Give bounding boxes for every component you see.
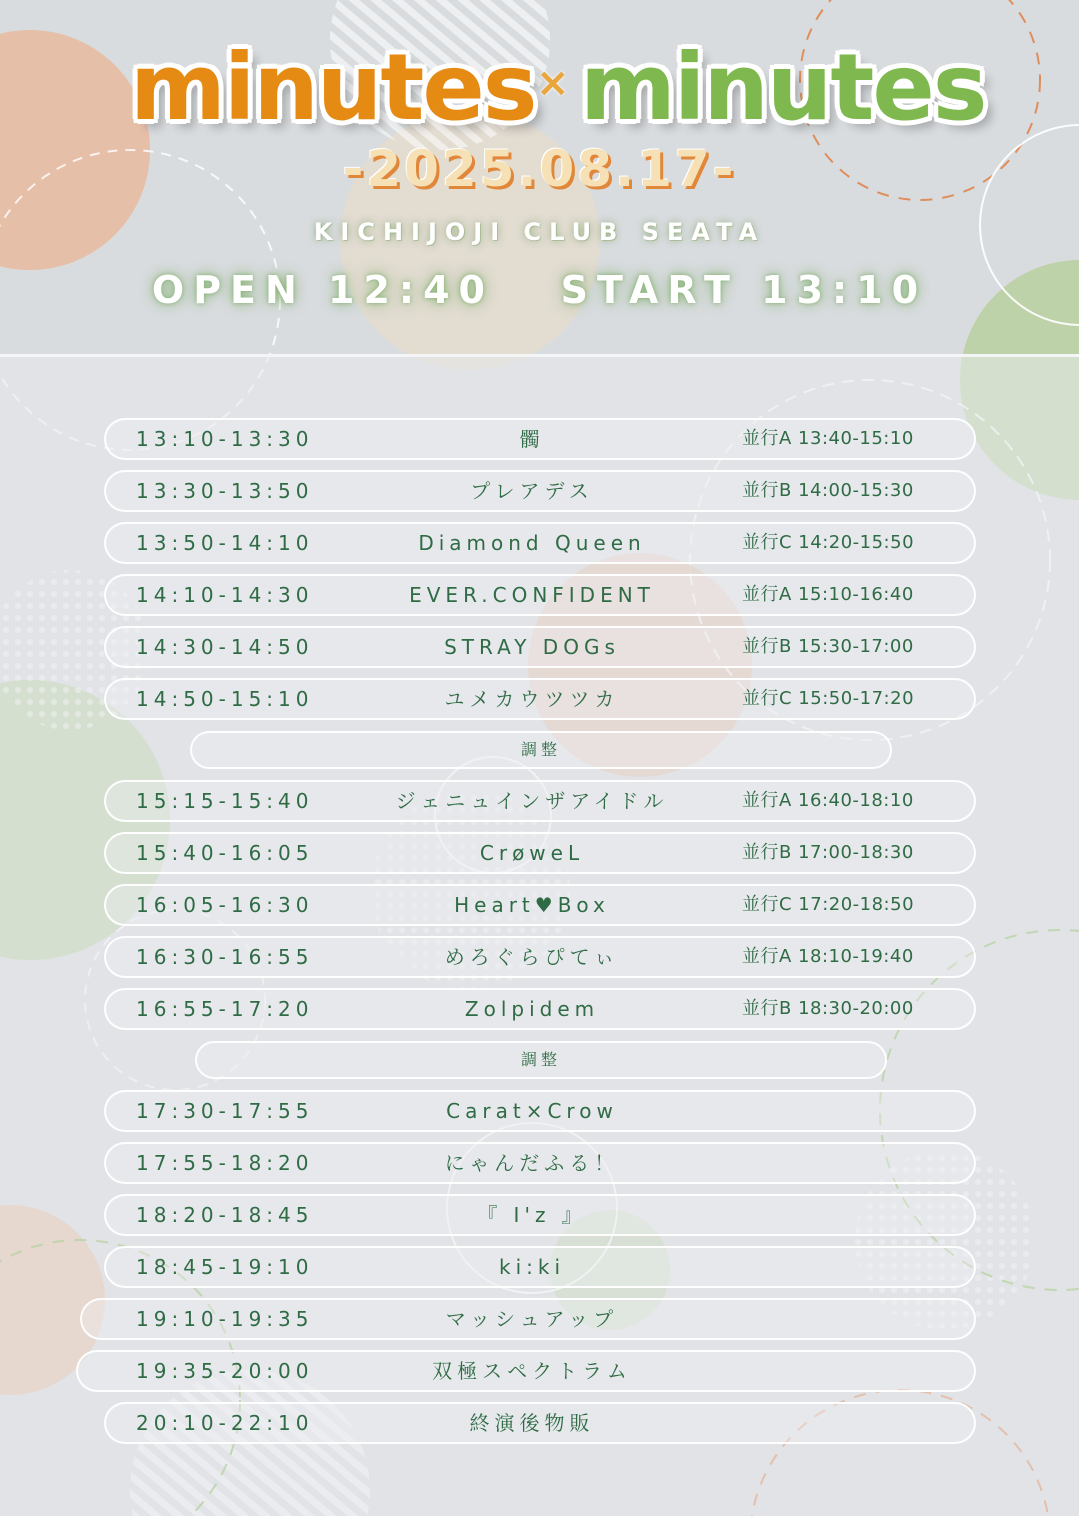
timetable-row (104, 780, 976, 822)
performer-name: 『 I'z 』 (477, 1203, 587, 1227)
timetable-row (104, 470, 976, 512)
performer-name: マッシュアップ (445, 1307, 619, 1331)
parallel-entry (742, 1144, 974, 1182)
timetable-row (80, 1298, 976, 1340)
slot-time: 18:45-19:10 (136, 1255, 314, 1279)
title-word-left: minutes (130, 34, 536, 141)
timetable-row (104, 418, 976, 460)
parallel-entry: 並行B 17:00-18:30 (742, 842, 914, 863)
parallel-entry: 並行A 13:40-15:10 (742, 428, 914, 449)
slot-time: 19:35-20:00 (136, 1359, 314, 1383)
event-title (120, 34, 986, 141)
parallel-entry (714, 1352, 946, 1390)
slot-time: 13:30-13:50 (136, 479, 314, 503)
open-start-times: OPEN 12:40 START 13:10 (151, 268, 928, 312)
slot-time: 13:50-14:10 (136, 531, 314, 555)
timetable-row (104, 574, 976, 616)
performer-name: Zolpidem (464, 997, 600, 1021)
slot-time: 16:05-16:30 (136, 893, 314, 917)
adjustment-break: 調整 (190, 731, 892, 769)
performer-name: Diamond Queen (418, 531, 646, 555)
title-word-right: minutes (580, 34, 986, 141)
parallel-entry (742, 1248, 974, 1286)
adjustment-break: 調整 (195, 1041, 887, 1079)
timetable-row (104, 936, 976, 978)
slot-time: 15:15-15:40 (136, 789, 314, 813)
performer-name: めろぐらぴてぃ (444, 945, 620, 969)
slot-time: 14:50-15:10 (136, 687, 314, 711)
parallel-entry: 並行C 14:20-15:50 (742, 532, 915, 553)
parallel-entry: 並行A 16:40-18:10 (742, 790, 914, 811)
parallel-entry: 並行A 15:10-16:40 (742, 584, 914, 605)
performer-name: Carat×Crow (446, 1099, 618, 1123)
event-venue: KICHIJOJI CLUB SEATA (313, 218, 766, 246)
performer-name: 双極スペクトラム (432, 1359, 632, 1383)
performer-name: ユメカウツツカ (444, 687, 620, 711)
slot-time: 16:30-16:55 (136, 945, 314, 969)
timetable-row (104, 1142, 976, 1184)
performer-name: ki:ki (498, 1255, 565, 1279)
parallel-entry: 並行C 17:20-18:50 (742, 894, 915, 915)
parallel-entry (742, 1196, 974, 1234)
timetable-row (76, 1350, 976, 1392)
timetable-row (104, 1246, 976, 1288)
performer-name: ジェニュインザアイドル (395, 789, 669, 813)
slot-time: 16:55-17:20 (136, 997, 314, 1021)
parallel-entry: 並行B 14:00-15:30 (742, 480, 914, 501)
timetable-row (104, 884, 976, 926)
parallel-entry: 並行B 15:30-17:00 (742, 636, 914, 657)
parallel-entry (718, 1300, 950, 1338)
slot-time: 18:20-18:45 (136, 1203, 314, 1227)
title-cross: × (536, 60, 570, 106)
performer-name: プレアデス (470, 479, 594, 503)
slot-time: 14:10-14:30 (136, 583, 314, 607)
parallel-entry (742, 1092, 974, 1130)
performer-name: 終演後物販 (469, 1411, 595, 1435)
slot-time: 13:10-13:30 (136, 427, 314, 451)
timetable-row (104, 522, 976, 564)
performer-name: 髑 (519, 427, 545, 451)
slot-time: 15:40-16:05 (136, 841, 314, 865)
timetable-row (104, 678, 976, 720)
timetable-row (104, 988, 976, 1030)
parallel-entry: 並行B 18:30-20:00 (742, 998, 914, 1019)
slot-time: 14:30-14:50 (136, 635, 314, 659)
performer-name: EVER.CONFIDENT (409, 583, 655, 607)
slot-time: 17:55-18:20 (136, 1151, 314, 1175)
timetable-row (104, 1194, 976, 1236)
event-date: -2025.08.17- (342, 140, 737, 198)
parallel-entry: 並行C 15:50-17:20 (742, 688, 915, 709)
parallel-entry: 並行A 18:10-19:40 (742, 946, 914, 967)
slot-time: 20:10-22:10 (136, 1411, 314, 1435)
timetable-row (104, 832, 976, 874)
performer-name: STRAY DOGs (444, 635, 620, 659)
slot-time: 17:30-17:55 (136, 1099, 314, 1123)
performer-name: にゃんだふる！ (444, 1151, 620, 1175)
timetable-row (104, 1090, 976, 1132)
timetable-row (104, 1402, 976, 1444)
performer-name: Heart♥Box (454, 893, 610, 917)
slot-time: 19:10-19:35 (136, 1307, 314, 1331)
performer-name: CrøweL (479, 841, 585, 865)
timetable-row (104, 626, 976, 668)
parallel-entry (742, 1404, 974, 1442)
